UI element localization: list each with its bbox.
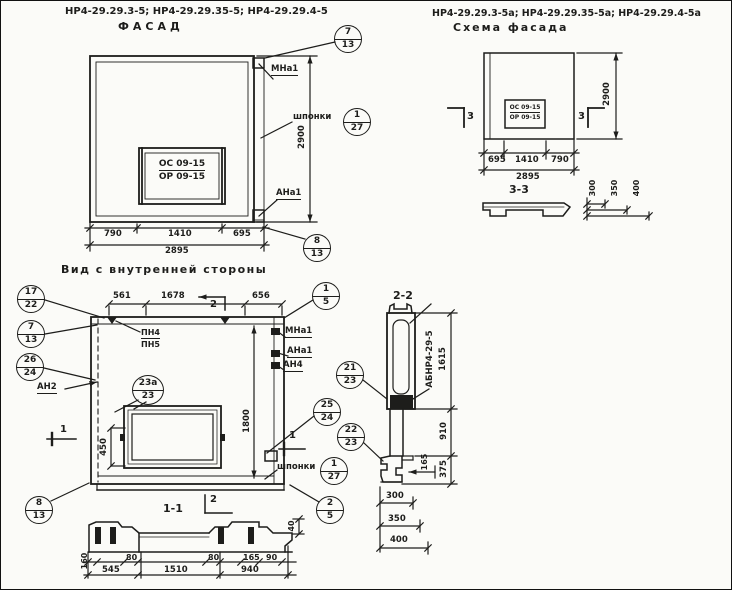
callout-sheet: 5 [326,511,334,521]
callout-num: 8 [26,499,52,511]
window-mark-or: ОР 09-15 [509,114,541,121]
label-an2: АН2 [37,382,57,392]
window-mark-os: ОС 09-15 [158,159,206,169]
scheme-window-mark [507,104,543,121]
facade-dim-2900: 2900 [296,125,307,149]
scheme-dim-300: 300 [588,179,597,197]
facade-label-mna1: МНа1 [271,64,299,74]
s11-dim-165: 165 [243,553,260,562]
callout-num: 1 [313,285,339,297]
section11-profile [89,522,292,552]
s11-dim-80a: 80 [126,553,138,562]
callout-sheet: 23 [344,438,358,448]
facade-codes: НР4-29.29.3-5; НР4-29.29.35-5; НР4-29.29.4-5 [65,6,328,17]
callout-sheet: 23 [343,376,357,386]
callout-num: 1 [321,460,347,472]
marker-1-right: 1 [289,430,296,441]
section-2-2-title: 2-2 [393,289,413,302]
s22-dim-165: 165 [420,453,429,471]
s11-dim-80b: 80 [208,553,220,562]
callout-1-27 [320,457,348,485]
section22-profile [381,304,415,482]
scheme-dim-2895: 2895 [516,172,540,182]
facade-label-ana1: АНа1 [276,188,302,198]
callout-facade-shponki [343,108,371,136]
marker-2-bottom: 2 [210,494,217,505]
label-mna1: МНа1 [285,326,313,336]
callout-sheet: 24 [320,413,334,423]
inner-dim-40: 40 [287,520,296,532]
facade-label-shponki: шпонки [293,112,332,122]
facade-title: ФАСАД [118,20,184,33]
inner-dim-561: 561 [113,291,131,301]
facade-dim-790: 790 [104,229,122,239]
callout-sheet: 24 [23,368,37,378]
inner-window [120,406,225,468]
s22-dim-375: 375 [438,460,449,478]
callout-8-13 [25,496,53,524]
facade-window-mark [149,159,215,182]
s11-dim-545: 545 [102,565,120,575]
callout-num: 25 [314,401,340,413]
scheme-dim-695: 695 [488,155,506,165]
callout-23a-23 [132,375,164,405]
facade-panel [90,56,264,222]
marker-2-top: 2 [210,299,217,310]
callout-facade-bottom [303,234,331,262]
scheme-marker-3-left: 3 [467,111,474,122]
callout-num: 22 [338,426,364,438]
inner-dim-1800: 1800 [241,409,252,433]
s22-dim-400: 400 [390,535,408,545]
scheme-panel [484,53,574,139]
section-3-3-title: 3-3 [509,183,529,196]
section22-part-label: АБНР4-29-5 [424,330,435,388]
s22-dim-1615: 1615 [437,347,448,371]
callout-num: 7 [18,323,44,335]
callout-sheet: 13 [24,335,38,345]
scheme-title: Схема фасада [453,21,569,34]
callout-26-24 [16,353,44,381]
marker-1-left: 1 [60,424,67,435]
callout-sheet: 13 [32,511,46,521]
label-an4: АН4 [283,360,303,370]
s11-dim-940: 940 [241,565,259,575]
callout-sheet: 13 [310,249,324,259]
callout-2-5 [316,496,344,524]
callout-facade-top [334,25,362,53]
label-shponki: шпонки [277,462,316,472]
scheme-dim-400: 400 [632,179,641,197]
inner-dim-656: 656 [252,291,270,301]
callout-sheet: 22 [24,300,38,310]
callout-num: 2 [317,499,343,511]
inner-dim-450: 450 [98,438,109,456]
inner-view-title: Вид с внутренней стороны [61,263,268,276]
callout-sheet: 13 [341,40,355,50]
facade-dim-2895: 2895 [165,246,189,256]
window-mark-os: ОС 09-15 [509,104,541,111]
s11-dim-90: 90 [266,553,278,562]
s22-dim-910: 910 [438,422,449,440]
label-pn4-pn5 [141,328,160,349]
callout-num: 21 [337,364,363,376]
callout-sheet: 5 [322,297,330,307]
scheme-codes: НР4-29.29.3-5а; НР4-29.29.35-5а; НР4-29.29.4-5а [432,8,701,19]
inner-dim-1678: 1678 [161,291,185,301]
s22-dim-350: 350 [388,514,406,524]
scheme-dim-1410: 1410 [515,155,539,165]
callout-num: 17 [18,288,44,300]
callout-sheet: 27 [350,123,364,133]
callout-num: 23а [133,379,163,391]
section-1-1-title: 1-1 [163,502,183,515]
callout-sheet: 23 [141,391,155,401]
callout-17-22 [17,285,45,313]
label-pn4: ПН4 [141,328,160,337]
callout-22-23 [337,423,365,451]
window-mark-or: ОР 09-15 [158,172,206,182]
callout-num: 7 [335,28,361,40]
callout-num: 26 [17,356,43,368]
facade-dim-1410: 1410 [168,229,192,239]
scheme-dims [479,53,652,220]
callout-21-23 [336,361,364,389]
s11-dim-160: 160 [80,552,89,570]
callout-7-13 [17,320,45,348]
s22-dim-300: 300 [386,491,404,501]
callout-25-24 [313,398,341,426]
callout-num: 1 [344,111,370,123]
scheme-marker-3-right: 3 [578,111,585,122]
s11-dim-1510: 1510 [164,565,188,575]
blueprint-linework [1,1,732,590]
facade-dim-695: 695 [233,229,251,239]
callout-num: 8 [304,237,330,249]
label-pn5: ПН5 [141,340,160,349]
callout-sheet: 27 [327,472,341,482]
callout-1-5 [312,282,340,310]
scheme-dim-790: 790 [551,155,569,165]
section-3-3-profile [483,203,570,216]
label-ana1: АНа1 [287,346,313,356]
scheme-dim-2900: 2900 [601,82,612,106]
scheme-dim-350: 350 [610,179,619,197]
